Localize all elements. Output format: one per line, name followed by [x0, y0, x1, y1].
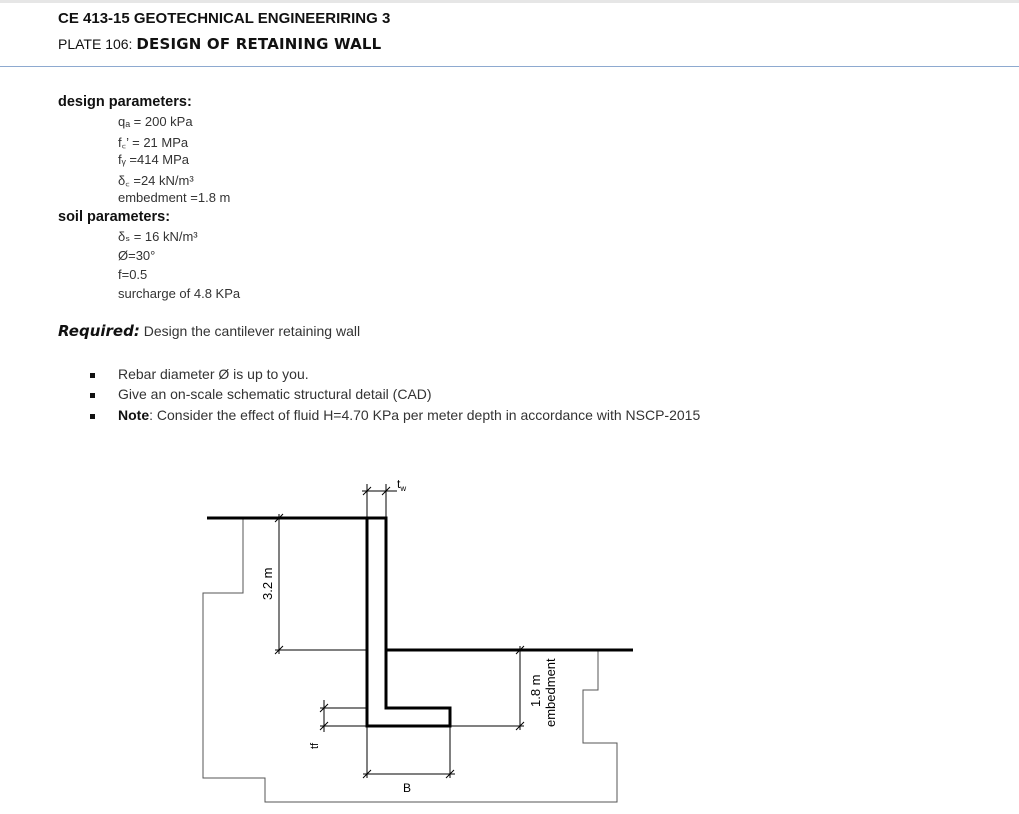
required-text: Design the cantilever retaining wall [139, 323, 361, 339]
tw-label: $t_w$ [397, 477, 407, 493]
param-friction-angle: Ø=30° [118, 248, 156, 263]
param-friction-coefficient: f=0.5 [118, 267, 148, 282]
param-unit-weight-concrete: δ꜀ =24 kN/m³ [118, 173, 194, 188]
plate-label: PLATE 106: [58, 36, 137, 52]
note-text: : Consider the effect of fluid H=4.70 KPa per meter depth in accordance with NSCP-2015 [149, 407, 701, 423]
plate-title: DESIGN OF RETAINING WALL [136, 35, 382, 53]
soil-parameters-heading: soil parameters: [58, 209, 171, 225]
note-label: Note [118, 407, 150, 423]
wall-section [367, 518, 450, 726]
design-parameters-heading: design parameters: [58, 94, 192, 110]
param-fy: fᵧ =414 MPa [118, 152, 190, 167]
note-cad-detail: Give an on-scale schematic structural detail (CAD) [118, 386, 432, 402]
base-label: B [403, 781, 412, 795]
param-qa: qₐ = 200 kPa [118, 114, 193, 129]
param-surcharge: surcharge of 4.8 KPa [118, 286, 241, 301]
embedment-depth-label: 1.8 m [528, 674, 543, 707]
param-unit-weight-soil: δₛ = 16 kN/m³ [118, 229, 198, 244]
embedment-label: embedment [543, 658, 558, 727]
tf-label: tf [309, 742, 321, 749]
param-fc: f꜀’ = 21 MPa [118, 135, 189, 150]
note-rebar: Rebar diameter Ø is up to you. [118, 366, 309, 382]
required-label: Required: [58, 322, 140, 340]
course-title: CE 413-15 GEOTECHNICAL ENGINEERIRING 3 [58, 10, 391, 27]
param-embedment: embedment =1.8 m [118, 190, 231, 205]
height-label: 3.2 m [260, 567, 275, 600]
